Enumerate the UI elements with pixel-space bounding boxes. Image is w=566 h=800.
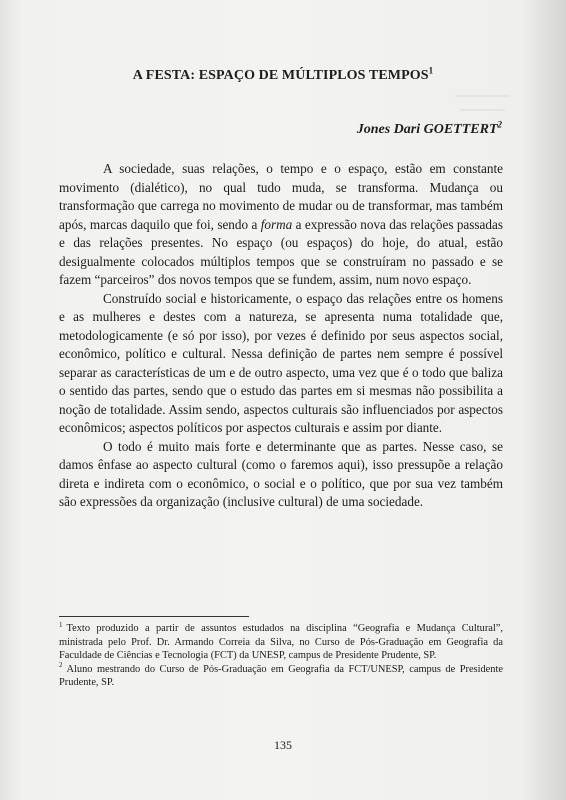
author-surname: GOETTERT: [423, 122, 498, 137]
footnote-1-text: Texto produzido a partir de assuntos estudados na disciplina “Geografia e Mudança Cultural”, ministrada pelo Prof. Dr. Armando Correia da Silva, no Curso de Pós-Graduação em Geografia da Faculdade de Ciências e Tecnologia (FCT) da UNESP, campus de Presidente Prudente, SP.: [59, 623, 503, 661]
faint-bleedthrough-marks: [450, 88, 530, 138]
footnote-divider: [59, 616, 249, 617]
footnote-1: [59, 622, 503, 663]
paragraph-1-emphasis: forma: [260, 216, 293, 232]
body-paragraph-2: Construído social e historicamente, o espaço das relações entre os homens e as mulheres e destes com a natureza, se apresenta numa totalidade que, metodologicamente (e só por isso), por vezes é definido por seus aspectos social, econômico, político e cultural. Nessa definição de partes nem sempre é possível separar as características de um e de outro aspecto, uma vez que é o todo que baliza o sentido das partes, sendo que o estudo das partes em si mesmas não possibilita a noção de totalidade. Assim sendo, aspectos culturais são influenciados por aspectos econômicos; aspectos políticos por aspectos culturais e assim por diante.: [59, 290, 503, 435]
paragraph-1-text-a: A sociedade, suas relações, o tempo e o espaço, estão em constante movimento (dialético), no qual tudo muda, se transforma. Mudança ou transformação que carrega no movimento de mudar ou de transformar, mas também após, marcas daquilo que foi, sendo a: [59, 161, 503, 232]
author-given-names: Jones Dari: [356, 122, 421, 137]
footnote-1-number: 1: [59, 620, 63, 629]
title-footnote-ref: 1: [428, 65, 434, 76]
article-body: [59, 160, 503, 512]
footnote-2-text: Aluno mestrando do Curso de Pós-Graduação em Geografia da FCT/UNESP, campus de Presidente Prudente, SP.: [59, 663, 503, 688]
page-number: 135: [274, 738, 292, 752]
paragraph-1-text-b: a expressão nova das relações passadas e das relações presentes. No espaço (ou espaços) do hoje, do atual, estão desigualmente colocados múltiplos tempos que se construíram no passado e se fazem “parceiros” dos novos tempos que se fundem, assim, num novo espaço.: [59, 216, 503, 287]
article-title-text: A FESTA: ESPAÇO DE MÚLTIPLOS TEMPOS: [132, 68, 429, 83]
footnotes: [59, 622, 503, 690]
footnote-2-number: 2: [59, 661, 63, 670]
article-title: [0, 65, 566, 84]
body-paragraph-3: O todo é muito mais forte e determinante que as partes. Nesse caso, se damos ênfase ao aspecto cultural (como o faremos aqui), isso pressupõe a relação direta e indireta com o econômico, o social e o político, que por sua vez também são expressões da organização (inclusive cultural) de uma sociedade.: [59, 438, 503, 509]
author-footnote-ref: 2: [497, 119, 502, 130]
body-paragraph-1: [59, 160, 503, 290]
footnote-2: [59, 663, 503, 690]
